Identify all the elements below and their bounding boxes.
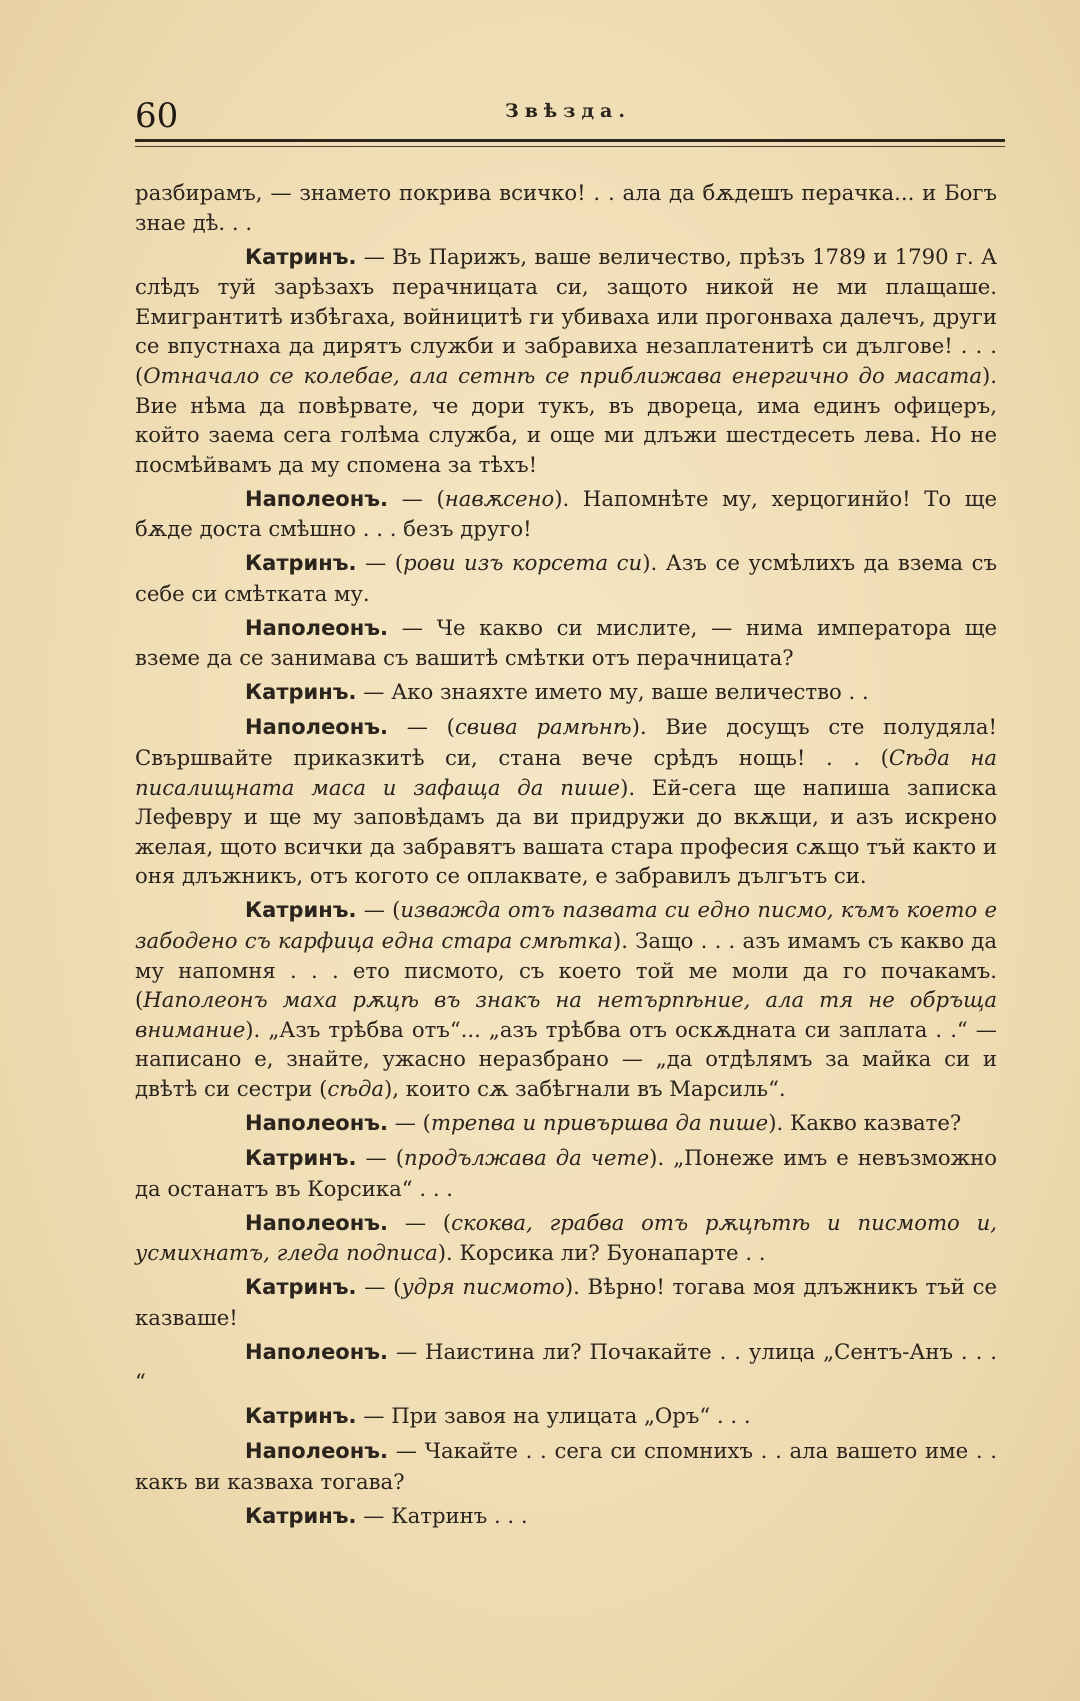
- dialogue-text: ). Напомнѣте му, херцогинйо! То ще бѫде доста смѣшно . . . безъ друго!: [135, 485, 997, 542]
- dialogue-text: ). Ей-сега ще напиша записка Лефевру и ще му заповѣдамъ да ви придружи до вкѫщи, и азъ искрено желая, щото всички да забравятъ вашата стара професия сѫщо тъй както и оня длъжникъ, отъ когото се оплаквате, е забравилъ дългътъ си.: [135, 774, 997, 889]
- speaker-name: Наполеонъ.: [245, 715, 389, 740]
- dialogue-text: ). Корсика ли? Буонапарте . .: [437, 1240, 766, 1266]
- dialogue-text: — (: [388, 714, 455, 740]
- speaker-name: Катринъ.: [245, 898, 357, 923]
- dialogue-text: — (: [388, 485, 445, 511]
- dialogue-text: ). „Понеже имъ е невъзможно да останатъ въ Корсика“ . . .: [135, 1144, 997, 1201]
- dialogue-text: — Ако знаяхте името му, ваше величество . .: [356, 679, 869, 705]
- dialogue-text: ). Какво казвате?: [768, 1109, 962, 1135]
- dialogue-text: — Че какво си мислите, — нима императора ще вземе да се занимава съ вашитѣ смѣтки отъ перачницата?: [135, 614, 997, 671]
- stage-direction: свива рамѣнѣ: [454, 714, 632, 740]
- dialogue-text: — (: [356, 897, 401, 923]
- dialogue-paragraph: [135, 1272, 997, 1332]
- dialogue-text: — Въ Парижъ, ваше величество, прѣзъ 1789 и 1790 г. А слѣдъ туй зарѣзахъ перачницата си, защото никой не ми плащаше. Емигрантитѣ избѣгаха, войницитѣ ги убиваха или прогонваха далечъ, други се впустнаха да дирятъ служби и забравиха незаплатенитѣ си дългове! . . . (: [135, 243, 997, 388]
- speaker-name: Катринъ.: [245, 1503, 357, 1528]
- dialogue-text: ), които сѫ забѣгнали въ Марсиль“.: [384, 1075, 786, 1101]
- stage-direction: рови изъ корсета си: [403, 550, 643, 576]
- speaker-name: Катринъ.: [245, 680, 357, 705]
- dialogue-text: разбирамъ, — знамето покрива всичко! . . ала да бѫдешъ перачка... и Богъ знае дѣ. . .: [135, 180, 997, 235]
- header-rule-thick: [135, 139, 1005, 142]
- speaker-name: Катринъ.: [245, 244, 357, 269]
- dialogue-text: ). Вие нѣма да повѣрвате, че дори тукъ, въ двореца, има единъ офицеръ, който заема сега голѣма служба, и още ми длъжи шестдесеть лева. Но не посмѣйвамъ да му спомена за тѣхъ!: [135, 362, 997, 477]
- stage-direction: продължава да чете: [404, 1144, 650, 1170]
- dialogue-text: — Чакайте . . сега си спомнихъ . . ала вашето име . . какъ ви казваха тогава?: [135, 1438, 997, 1494]
- speaker-name: Катринъ.: [245, 1145, 357, 1170]
- running-title: Звѣзда.: [505, 100, 631, 122]
- header-rule-thin: [135, 146, 1005, 147]
- speaker-name: Катринъ.: [245, 1404, 357, 1429]
- page-header: [135, 92, 1005, 138]
- dialogue-text: — При завоя на улицата „Оръ“ . . .: [356, 1403, 751, 1429]
- dialogue-paragraph: [135, 1337, 997, 1397]
- stage-direction: сѣда: [327, 1075, 385, 1101]
- body-text: [135, 178, 997, 1536]
- dialogue-paragraph: [135, 1501, 997, 1532]
- dialogue-paragraph: [135, 1108, 997, 1139]
- speaker-name: Катринъ.: [245, 1275, 357, 1300]
- dialogue-paragraph: [135, 1143, 997, 1203]
- dialogue-text: ). Вѣрно! тогава моя длъжникъ тъй се казваше!: [135, 1274, 997, 1330]
- dialogue-paragraph: [135, 178, 997, 237]
- dialogue-text: ). Азъ се усмѣлихъ да взема съ себе си смѣтката му.: [135, 550, 997, 606]
- dialogue-text: — Катринъ . . .: [356, 1502, 528, 1528]
- stage-direction: Отначало се колебае, ала сетнѣ се приближава енергично до масата: [143, 362, 982, 388]
- speaker-name: Наполеонъ.: [245, 1339, 389, 1364]
- dialogue-text: ). Защо . . . азъ имамъ съ какво да му напомня . . . ето писмото, съ което той ме моли да го почакамъ. (: [135, 927, 997, 1013]
- dialogue-text: — (: [388, 1109, 431, 1135]
- dialogue-text: — (: [356, 1144, 405, 1170]
- stage-direction: удря писмото: [401, 1274, 565, 1300]
- speaker-name: Наполеонъ.: [245, 1210, 389, 1235]
- dialogue-text: — (: [356, 550, 404, 576]
- dialogue-paragraph: [135, 1208, 997, 1268]
- stage-direction: скоква, грабва отъ рѫцѣтѣ и писмото и, усмихнатъ, гледа подписа: [135, 1209, 997, 1266]
- dialogue-paragraph: [135, 548, 997, 608]
- dialogue-text: — (: [388, 1209, 452, 1235]
- dialogue-paragraph: [135, 242, 997, 480]
- dialogue-paragraph: [135, 895, 997, 1103]
- dialogue-paragraph: [135, 712, 997, 891]
- stage-direction: трепва и привършва да пише: [430, 1109, 769, 1135]
- dialogue-text: ). „Азъ трѣбва отъ“... „азъ трѣбва отъ оскѫдната си заплата . .“ — написано е, знайте, ужасно неразбрано — „да отдѣлямъ за майка си и двѣтѣ си сестри (: [135, 1016, 997, 1101]
- speaker-name: Катринъ.: [245, 551, 357, 576]
- dialogue-paragraph: [135, 677, 997, 708]
- stage-direction: Наполеонъ маха рѫцѣ въ знакъ на нетърпѣние, ала тя не обръща внимание: [135, 987, 997, 1042]
- dialogue-paragraph: [135, 1436, 997, 1496]
- dialogue-text: — (: [356, 1274, 402, 1300]
- speaker-name: Наполеонъ.: [245, 486, 389, 511]
- dialogue-text: ). Вие досущъ сте полудяла! Свършвайте приказкитѣ си, стана вече срѣдъ нощь! . . (: [135, 714, 997, 771]
- stage-direction: изважда отъ пазвата си едно писмо, къмъ което е забодено съ карфица една стара смѣтка: [135, 897, 997, 953]
- dialogue-paragraph: [135, 484, 997, 544]
- speaker-name: Наполеонъ.: [245, 1110, 389, 1135]
- stage-direction: навѫсено: [444, 485, 555, 511]
- page-number: 60: [135, 96, 179, 136]
- speaker-name: Наполеонъ.: [245, 615, 389, 640]
- dialogue-text: — Наистина ли? Почакайте . . улица „Сентъ-Анъ . . . “: [135, 1338, 997, 1395]
- speaker-name: Наполеонъ.: [245, 1439, 389, 1464]
- dialogue-paragraph: [135, 613, 997, 673]
- dialogue-paragraph: [135, 1401, 997, 1432]
- stage-direction: Сѣда на писалищната маса и зафаща да пише: [135, 745, 997, 800]
